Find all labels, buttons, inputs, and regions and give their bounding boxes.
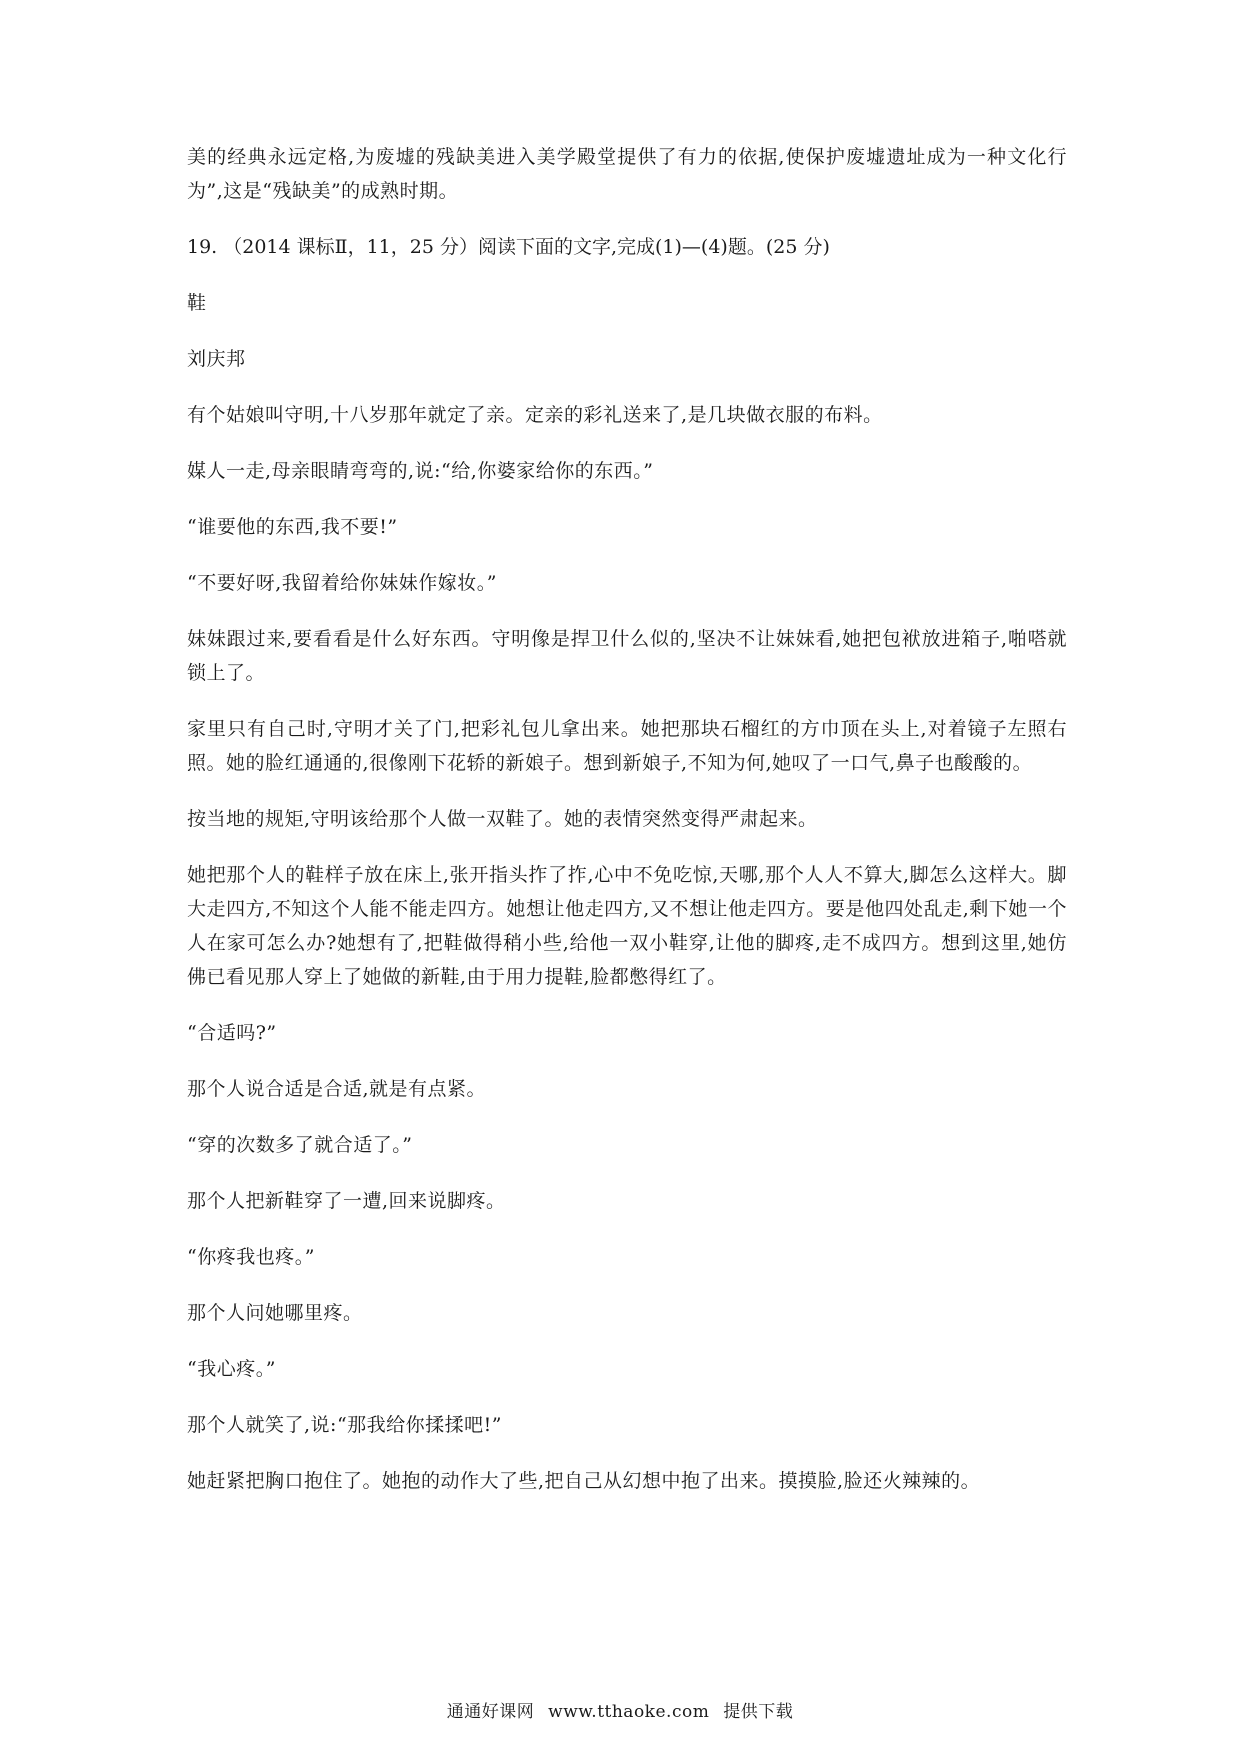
question-heading: 19. （2014 课标Ⅱ，11，25 分）阅读下面的文字,完成(1)—(4)题。(25 分) <box>187 236 830 258</box>
story-title: 鞋 <box>187 292 207 314</box>
paragraph: 那个人把新鞋穿了一遭,回来说脚疼。 <box>187 1190 506 1212</box>
document-body <box>187 140 1067 1520</box>
paragraph: “不要好呀,我留着给你妹妹作嫁妆。” <box>187 572 497 594</box>
footer-site-name: 通通好课网 <box>446 1702 535 1722</box>
paragraph: “合适吗?” <box>187 1022 277 1044</box>
paragraph: “谁要他的东西,我不要!” <box>187 516 398 538</box>
paragraph-continuation: 美的经典永远定格,为废墟的残缺美进入美学殿堂提供了有力的依据,使保护废墟遗址成为一种文化行为”,这是“残缺美”的成熟时期。 <box>187 146 1067 202</box>
paragraph: 妹妹跟过来,要看看是什么好东西。守明像是捍卫什么似的,坚决不让妹妹看,她把包袱放进箱子,啪嗒就锁上了。 <box>187 628 1067 684</box>
paragraph: 按当地的规矩,守明该给那个人做一双鞋了。她的表情突然变得严肃起来。 <box>187 808 818 830</box>
paragraph: 那个人就笑了,说:“那我给你揉揉吧!” <box>187 1414 503 1436</box>
paragraph: “穿的次数多了就合适了。” <box>187 1134 413 1156</box>
paragraph: 她赶紧把胸口抱住了。她抱的动作大了些,把自己从幻想中抱了出来。摸摸脸,脸还火辣辣的。 <box>187 1470 981 1492</box>
paragraph: 家里只有自己时,守明才关了门,把彩礼包儿拿出来。她把那块石榴红的方巾顶在头上,对着镜子左照右照。她的脸红通通的,很像刚下花轿的新娘子。想到新娘子,不知为何,她叹了一口气,鼻子也酸酸的。 <box>187 718 1067 774</box>
paragraph: “我心疼。” <box>187 1358 276 1380</box>
footer-url[interactable]: www.tthaoke.com <box>548 1702 710 1722</box>
paragraph: “你疼我也疼。” <box>187 1246 315 1268</box>
story-author: 刘庆邦 <box>187 348 246 370</box>
paragraph: 她把那个人的鞋样子放在床上,张开指头拃了拃,心中不免吃惊,天哪,那个人人不算大,脚怎么这样大。脚大走四方,不知这个人能不能走四方。她想让他走四方,又不想让他走四方。要是他四处乱走,剩下她一个人在家可怎么办?她想有了,把鞋做得稍小些,给他一双小鞋穿,让他的脚疼,走不成四方。想到这里,她仿佛已看见那人穿上了她做的新鞋,由于用力提鞋,脸都憋得红了。 <box>187 864 1067 988</box>
paragraph: 媒人一走,母亲眼睛弯弯的,说:“给,你婆家给你的东西。” <box>187 460 654 482</box>
page-footer <box>0 1697 1240 1722</box>
paragraph: 有个姑娘叫守明,十八岁那年就定了亲。定亲的彩礼送来了,是几块做衣服的布料。 <box>187 404 883 426</box>
footer-note: 提供下载 <box>723 1702 794 1722</box>
paragraph: 那个人说合适是合适,就是有点紧。 <box>187 1078 487 1100</box>
paragraph: 那个人问她哪里疼。 <box>187 1302 363 1324</box>
